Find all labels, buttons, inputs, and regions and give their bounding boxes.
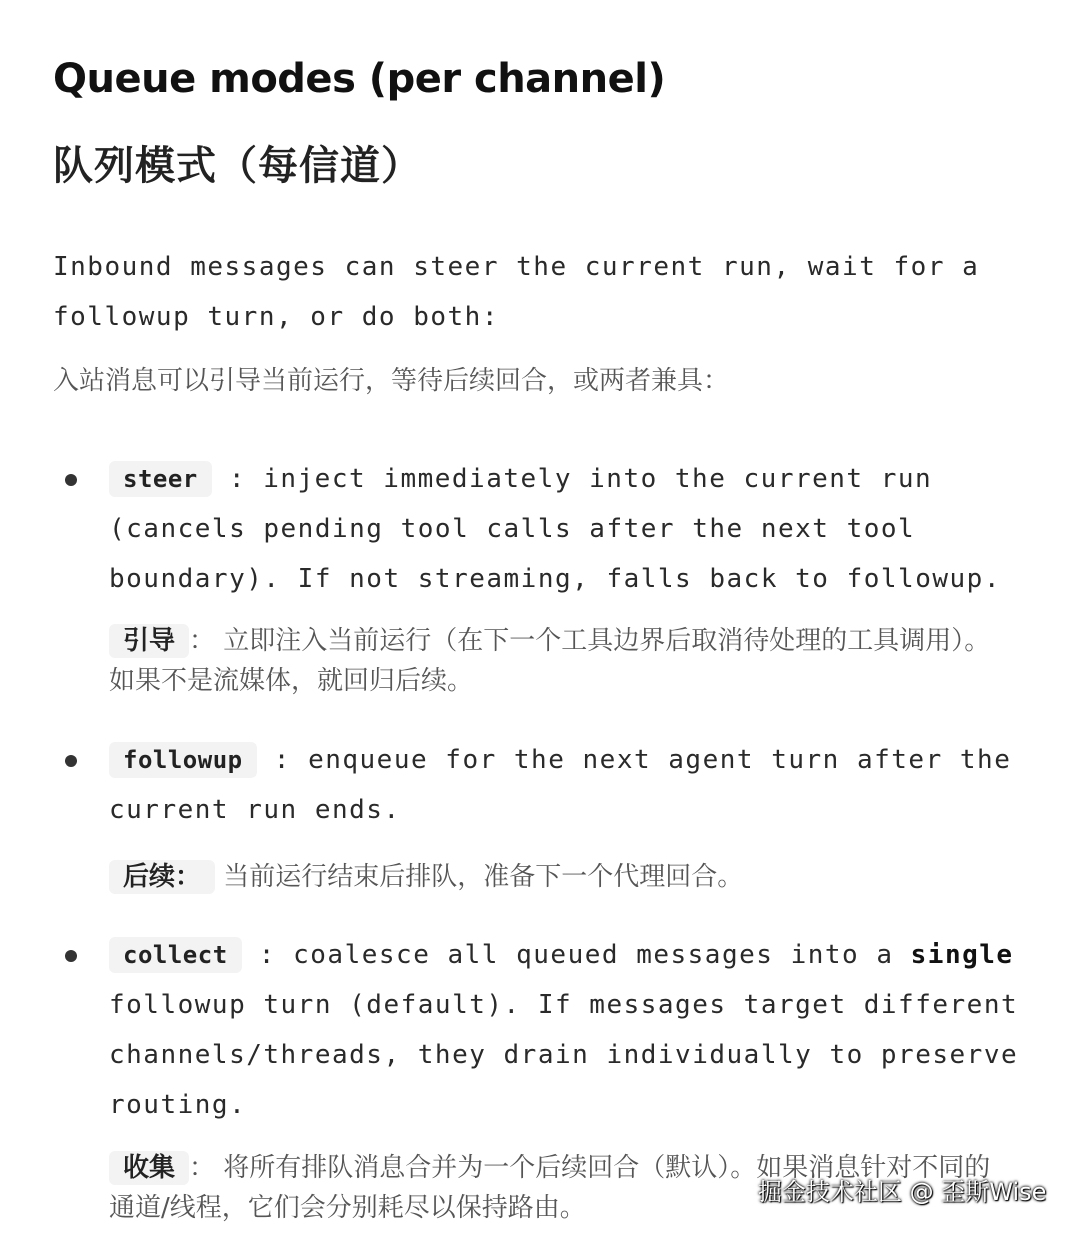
intro-paragraph-zh: 入站消息可以引导当前运行，等待后续回合，或两者兼具： <box>53 366 730 396</box>
item-description-en: enqueue for the next agent turn after the current run ends. <box>109 745 1012 825</box>
item-separator: : <box>241 940 294 970</box>
list-item-followup-zh <box>109 857 1009 897</box>
inline-code-followup-zh: 后续： <box>109 860 215 894</box>
intro-paragraph-en: Inbound messages can steer the current run, wait for a followup turn, or do both: <box>53 252 980 332</box>
list-item-steer-zh <box>109 621 1009 701</box>
item-separator-zh: ： <box>189 626 224 656</box>
item-separator: : <box>256 745 309 775</box>
list-item-steer <box>109 454 1039 604</box>
inline-code-followup: followup <box>109 742 257 778</box>
item-description-zh: 当前运行结束后排队，准备下一个代理回合。 <box>223 862 744 892</box>
page-title-en: Queue modes (per channel) <box>53 56 666 102</box>
item-separator: : <box>211 464 264 494</box>
inline-code-steer-zh: 引导 <box>109 624 189 658</box>
item-description-en: inject immediately into the current run (cancels pending tool calls after the next tool boundary). If not streaming, falls back to followup. <box>109 464 1001 594</box>
list-item-collect <box>109 930 1039 1130</box>
bullet-dot <box>65 474 77 486</box>
inline-code-steer: steer <box>109 461 212 497</box>
list-item-followup <box>109 735 1039 835</box>
item-description-zh: 将所有排队消息合并为一个后续回合（默认）。如果消息针对不同的通道/线程，它们会分别耗尽以保持路由。 <box>109 1153 991 1223</box>
watermark: 掘金技术社区 @ 歪斯Wise <box>758 1178 1047 1206</box>
page-title-zh: 队列模式（每信道） <box>53 143 422 189</box>
item-description-en-after: followup turn (default). If messages target different channels/threads, they drain individually to preserve routing. <box>109 990 1019 1120</box>
bullet-dot <box>65 755 77 767</box>
inline-code-collect: collect <box>109 937 242 973</box>
item-description-zh: 立即注入当前运行（在下一个工具边界后取消待处理的工具调用）。如果不是流媒体，就回归后续。 <box>109 626 991 696</box>
bullet-dot <box>65 950 77 962</box>
inline-code-collect-zh: 收集 <box>109 1151 189 1185</box>
emphasis-single: single <box>910 940 1014 970</box>
item-separator-zh: ： <box>189 1153 224 1183</box>
item-description-en-before: coalesce all queued messages into a <box>293 940 911 970</box>
